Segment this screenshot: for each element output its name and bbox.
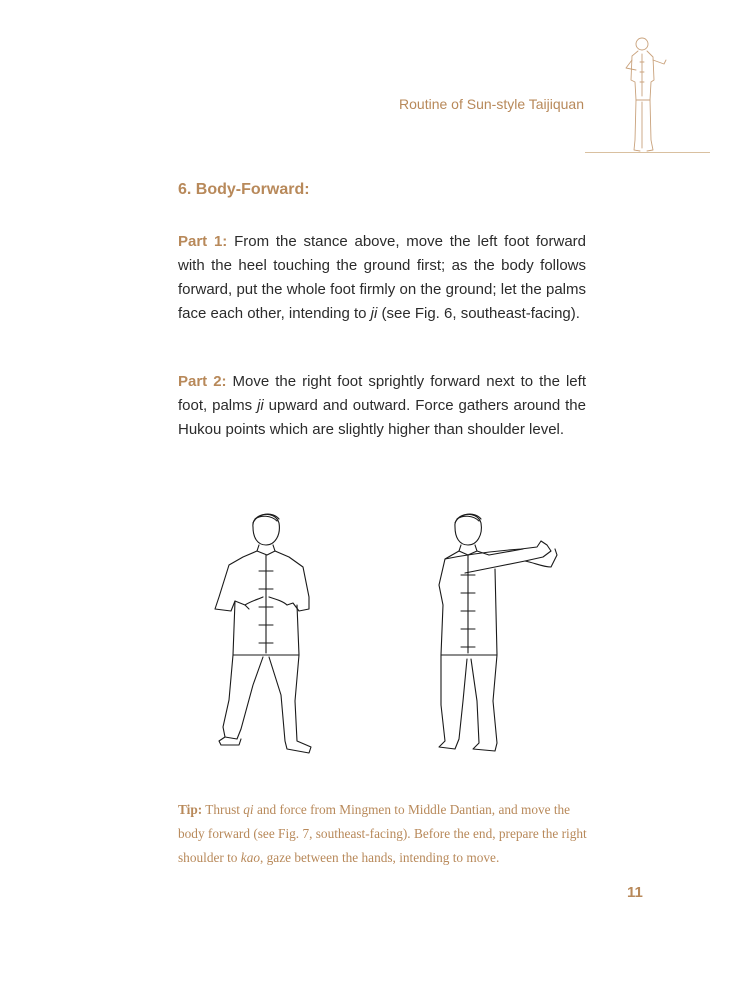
figure-7-illustration bbox=[425, 505, 575, 760]
part-2-term: ji bbox=[257, 397, 264, 414]
tip-text-a: Thrust bbox=[202, 802, 244, 817]
part-2-paragraph bbox=[178, 370, 586, 442]
tip-text-b: and force from Mingmen to Middle Dantian, and move the body forward (see Fig. 7, southeast-facing). Before the end, prepare the right shoulder to bbox=[178, 802, 587, 865]
running-header: Routine of Sun-style Taijiquan bbox=[399, 96, 584, 112]
tip-label: Tip: bbox=[178, 802, 203, 817]
header-figure-illustration bbox=[620, 30, 670, 154]
part-1-paragraph bbox=[178, 230, 586, 326]
part-1-text-a: From the stance above, move the left foot forward with the heel touching the ground first; as the body follows forward, put the whole foot firmly on the ground; let the palms face each other, intending to bbox=[178, 233, 587, 322]
part-1-term: ji bbox=[370, 305, 378, 322]
page-number: 11 bbox=[627, 884, 643, 901]
part-2-label: Part 2: bbox=[178, 373, 227, 390]
section-title: 6. Body-Forward: bbox=[178, 181, 310, 198]
tip-paragraph bbox=[178, 798, 588, 870]
tip-text-c: , gaze between the hands, intending to move. bbox=[260, 850, 500, 865]
part-2-text-b: upward and outward. Force gathers around the Hukou points which are slightly higher than shoulder level. bbox=[178, 397, 586, 438]
figure-6-illustration bbox=[205, 505, 325, 760]
part-1-label: Part 1: bbox=[178, 233, 228, 250]
part-1-text-b: (see Fig. 6, southeast-facing). bbox=[377, 305, 580, 322]
tip-term-qi: qi bbox=[243, 802, 254, 817]
part-2-text-a: Move the right foot sprightly forward next to the left foot, palms bbox=[178, 373, 586, 414]
tip-term-kao: kao bbox=[240, 850, 260, 865]
